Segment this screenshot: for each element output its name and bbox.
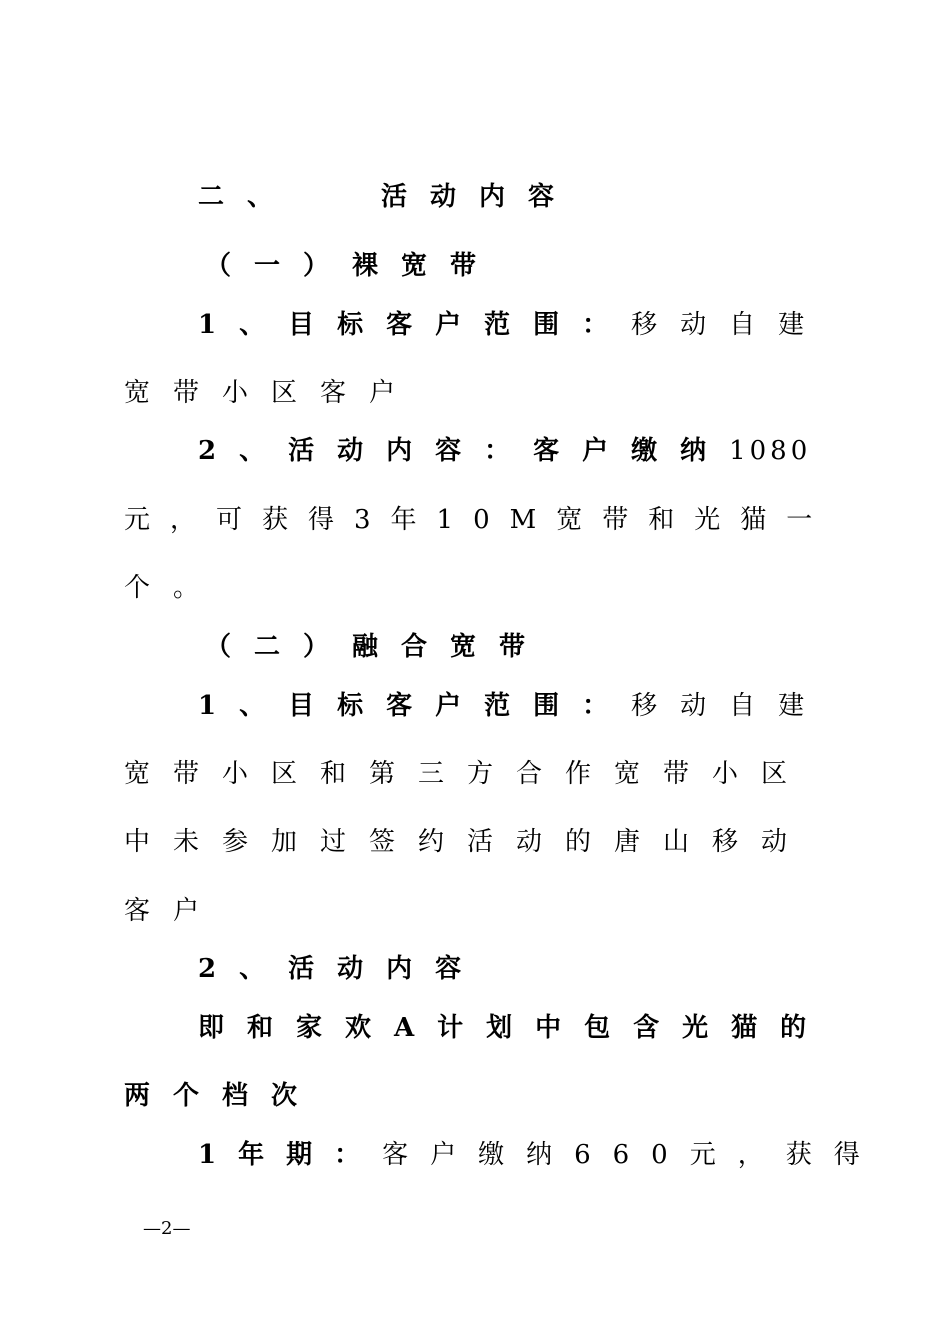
page-number — [143, 1218, 190, 1240]
subsection-title-2 — [205, 630, 548, 664]
sub2-item2-body — [198, 1011, 829, 1045]
subsection-title-1-text: （一）裸宽带 — [205, 251, 500, 281]
sub2-item2-text-b: 两个档次 — [124, 1081, 321, 1111]
section-heading-text: 二、 活动内容 — [198, 182, 578, 212]
sub2-item1-line — [198, 689, 827, 723]
sub2-item2-body-continuation — [124, 1079, 320, 1113]
sub2-item1-continuation-3 — [124, 894, 222, 928]
sub1-item2-text-c: 个。 — [124, 573, 223, 603]
sub1-item1-continuation — [124, 376, 418, 410]
subsection-title-1 — [205, 249, 499, 283]
sub2-item2-text-a: 即和家欢A计划中包含光猫的 — [198, 1013, 830, 1043]
sub2-item2-line — [198, 952, 484, 986]
section-heading — [198, 180, 577, 214]
sub2-item1-continuation-2 — [124, 825, 810, 859]
sub2-item2-period-label: 1年期： — [198, 1140, 383, 1170]
sub2-item1-text-b: 宽带小区和第三方合作宽带小区 — [124, 759, 811, 789]
sub1-item2-end — [124, 571, 222, 605]
sub1-item1-label: 1、目标客户范围： — [198, 310, 632, 340]
sub2-item1-text-d: 客户 — [124, 896, 223, 926]
sub1-item2-continuation — [124, 503, 832, 537]
sub1-item2-label: 2、活动内容：客户缴纳 — [198, 436, 730, 466]
sub1-item2-text-b: 元，可获得3年10M宽带和光猫一 — [124, 505, 833, 535]
sub2-item1-text-c: 中未参加过签约活动的唐山移动 — [124, 827, 811, 857]
sub2-item1-label: 1、目标客户范围： — [198, 691, 632, 721]
page-number-text: —2— — [143, 1218, 191, 1239]
sub2-item2-period-line — [198, 1138, 882, 1172]
sub2-item2-label: 2、活动内容 — [198, 954, 485, 984]
sub2-item1-continuation-1 — [124, 757, 810, 791]
sub1-item2-text-a: 1080 — [729, 436, 812, 466]
sub1-item1-line — [198, 308, 827, 342]
sub1-item2-line — [198, 434, 811, 468]
sub2-item2-period-text: 客户缴纳660元，获得 — [382, 1140, 882, 1170]
subsection-title-2-text: （二）融合宽带 — [205, 632, 549, 662]
sub1-item1-text-b: 宽带小区客户 — [124, 378, 419, 408]
sub1-item1-text-a: 移动自建 — [631, 310, 828, 340]
sub2-item1-text-a: 移动自建 — [631, 691, 828, 721]
